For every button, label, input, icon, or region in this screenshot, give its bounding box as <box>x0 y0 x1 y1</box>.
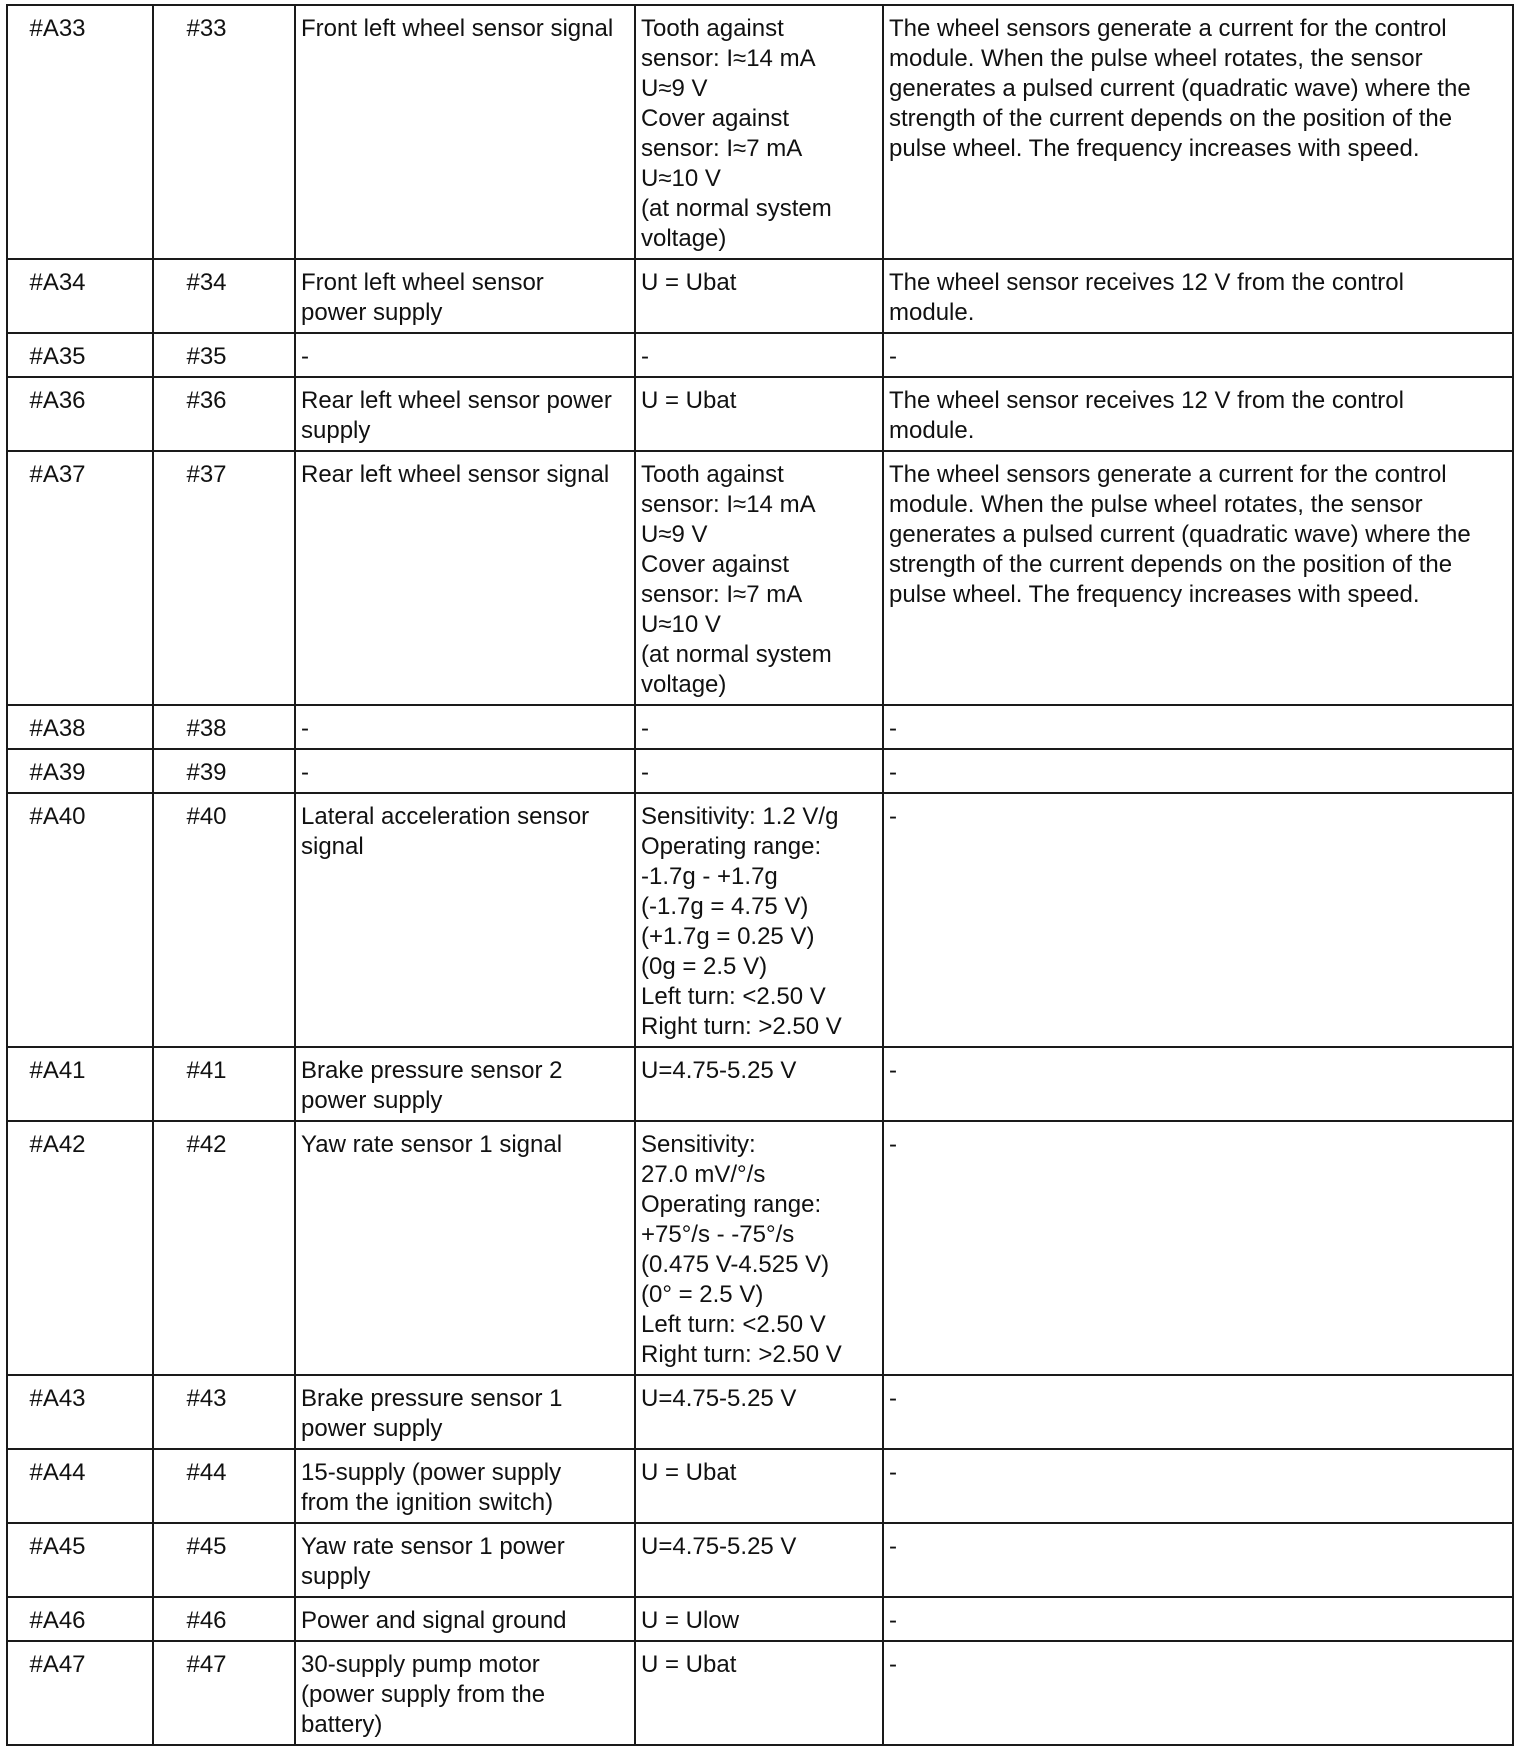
pin-cell: #A39 <box>7 749 153 793</box>
comment-cell: - <box>883 1597 1513 1641</box>
value-cell: - <box>635 333 883 377</box>
value-cell: Sensitivity: 1.2 V/g Operating range: -1.7g - +1.7g (-1.7g = 4.75 V) (+1.7g = 0.25 V) (0g = 2.5 V) Left turn: <2.50 V Right turn: >2.50 V <box>635 793 883 1047</box>
table-row <box>7 333 1513 377</box>
pin-cell: #A35 <box>7 333 153 377</box>
table-row <box>7 793 1513 1047</box>
value-cell: U = Ubat <box>635 1641 883 1745</box>
pin-cell: #A47 <box>7 1641 153 1745</box>
comment-cell: - <box>883 749 1513 793</box>
value-cell: U = Ubat <box>635 377 883 451</box>
table-row <box>7 377 1513 451</box>
function-cell: 30-supply pump motor (power supply from the battery) <box>295 1641 635 1745</box>
table-row <box>7 1449 1513 1523</box>
pin-cell: #A38 <box>7 705 153 749</box>
table-row <box>7 5 1513 259</box>
pin-cell: #A37 <box>7 451 153 705</box>
pin-cell: #A40 <box>7 793 153 1047</box>
table-row <box>7 259 1513 333</box>
comment-cell: - <box>883 1047 1513 1121</box>
comment-cell: - <box>883 1375 1513 1449</box>
terminal-cell: #38 <box>153 705 295 749</box>
table-row <box>7 1047 1513 1121</box>
pin-table-body <box>7 5 1513 1745</box>
value-cell: Tooth against sensor: I≈14 mA U≈9 V Cover against sensor: I≈7 mA U≈10 V (at normal system voltage) <box>635 5 883 259</box>
function-cell: - <box>295 705 635 749</box>
table-row <box>7 1641 1513 1745</box>
pin-cell: #A36 <box>7 377 153 451</box>
function-cell: - <box>295 749 635 793</box>
terminal-cell: #36 <box>153 377 295 451</box>
value-cell: U = Ulow <box>635 1597 883 1641</box>
terminal-cell: #41 <box>153 1047 295 1121</box>
value-cell: - <box>635 705 883 749</box>
comment-cell: - <box>883 705 1513 749</box>
terminal-cell: #33 <box>153 5 295 259</box>
terminal-cell: #34 <box>153 259 295 333</box>
function-cell: Yaw rate sensor 1 power supply <box>295 1523 635 1597</box>
comment-cell: The wheel sensors generate a current for the control module. When the pulse wheel rotates, the sensor generates a pulsed current (quadratic wave) where the strength of the current depends on the position of the pulse wheel. The frequency increases with speed. <box>883 5 1513 259</box>
pin-cell: #A41 <box>7 1047 153 1121</box>
comment-cell: - <box>883 333 1513 377</box>
pin-cell: #A42 <box>7 1121 153 1375</box>
table-row <box>7 1597 1513 1641</box>
pin-cell: #A46 <box>7 1597 153 1641</box>
comment-cell: - <box>883 1449 1513 1523</box>
function-cell: Lateral acceleration sensor signal <box>295 793 635 1047</box>
comment-cell: - <box>883 1641 1513 1745</box>
terminal-cell: #47 <box>153 1641 295 1745</box>
terminal-cell: #45 <box>153 1523 295 1597</box>
pin-cell: #A33 <box>7 5 153 259</box>
comment-cell: - <box>883 793 1513 1047</box>
terminal-cell: #42 <box>153 1121 295 1375</box>
terminal-cell: #44 <box>153 1449 295 1523</box>
comment-cell: The wheel sensor receives 12 V from the control module. <box>883 259 1513 333</box>
value-cell: U = Ubat <box>635 259 883 333</box>
comment-cell: The wheel sensors generate a current for the control module. When the pulse wheel rotates, the sensor generates a pulsed current (quadratic wave) where the strength of the current depends on the position of the pulse wheel. The frequency increases with speed. <box>883 451 1513 705</box>
comment-cell: - <box>883 1523 1513 1597</box>
value-cell: U = Ubat <box>635 1449 883 1523</box>
pin-table <box>6 4 1514 1746</box>
terminal-cell: #43 <box>153 1375 295 1449</box>
function-cell: Brake pressure sensor 2 power supply <box>295 1047 635 1121</box>
pin-cell: #A45 <box>7 1523 153 1597</box>
table-row <box>7 1375 1513 1449</box>
value-cell: U=4.75-5.25 V <box>635 1047 883 1121</box>
table-row <box>7 451 1513 705</box>
function-cell: Power and signal ground <box>295 1597 635 1641</box>
comment-cell: The wheel sensor receives 12 V from the control module. <box>883 377 1513 451</box>
function-cell: Front left wheel sensor power supply <box>295 259 635 333</box>
terminal-cell: #46 <box>153 1597 295 1641</box>
terminal-cell: #37 <box>153 451 295 705</box>
terminal-cell: #40 <box>153 793 295 1047</box>
value-cell: U=4.75-5.25 V <box>635 1375 883 1449</box>
function-cell: Brake pressure sensor 1 power supply <box>295 1375 635 1449</box>
value-cell: U=4.75-5.25 V <box>635 1523 883 1597</box>
table-row <box>7 749 1513 793</box>
function-cell: - <box>295 333 635 377</box>
comment-cell: - <box>883 1121 1513 1375</box>
terminal-cell: #35 <box>153 333 295 377</box>
pin-cell: #A43 <box>7 1375 153 1449</box>
table-row <box>7 1523 1513 1597</box>
function-cell: Rear left wheel sensor signal <box>295 451 635 705</box>
function-cell: 15-supply (power supply from the ignition switch) <box>295 1449 635 1523</box>
pin-cell: #A34 <box>7 259 153 333</box>
function-cell: Yaw rate sensor 1 signal <box>295 1121 635 1375</box>
value-cell: Sensitivity: 27.0 mV/°/s Operating range: +75°/s - -75°/s (0.475 V-4.525 V) (0° = 2.5 V) Left turn: <2.50 V Right turn: >2.50 V <box>635 1121 883 1375</box>
pin-cell: #A44 <box>7 1449 153 1523</box>
value-cell: Tooth against sensor: I≈14 mA U≈9 V Cover against sensor: I≈7 mA U≈10 V (at normal system voltage) <box>635 451 883 705</box>
table-row <box>7 705 1513 749</box>
function-cell: Front left wheel sensor signal <box>295 5 635 259</box>
terminal-cell: #39 <box>153 749 295 793</box>
table-row <box>7 1121 1513 1375</box>
function-cell: Rear left wheel sensor power supply <box>295 377 635 451</box>
value-cell: - <box>635 749 883 793</box>
